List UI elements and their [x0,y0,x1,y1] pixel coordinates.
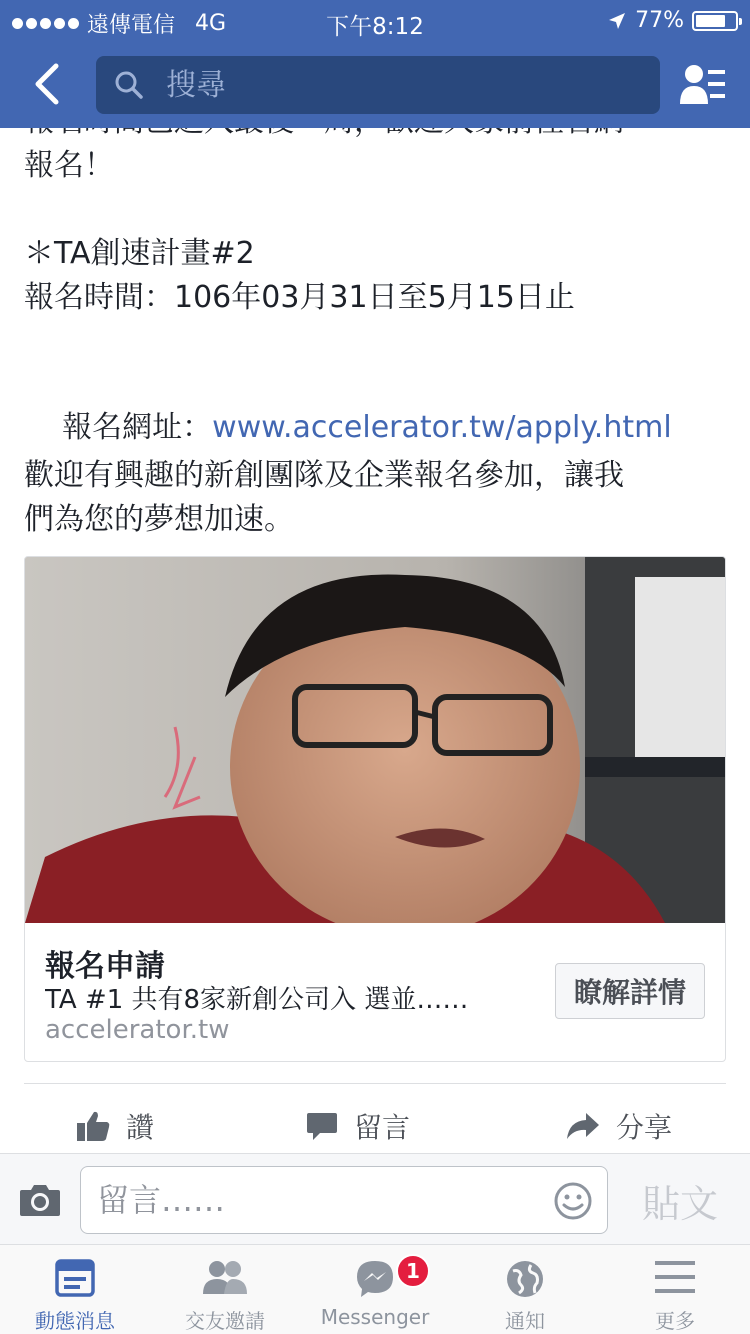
comment-label: 留言 [354,1111,411,1144]
comment-button[interactable] [306,1098,410,1154]
post-comment-button[interactable]: 貼文 [628,1170,732,1230]
tab-messenger[interactable] [300,1245,450,1334]
link-preview-card[interactable] [24,556,726,1062]
back-chevron-icon[interactable] [28,62,68,106]
link-domain: accelerator.tw [45,1015,230,1045]
comment-bubble-icon [306,1110,338,1142]
link-description: TA #1 共有8家新創公司入 選並…… [45,985,469,1015]
comment-composer [0,1153,750,1245]
post-actions [0,1098,750,1154]
battery-icon [692,11,738,31]
status-time: 下午8:12 [326,14,424,40]
tab-label: 通知 [505,1309,545,1333]
search-icon [114,70,144,100]
learn-more-button[interactable]: 瞭解詳情 [555,963,705,1019]
friend-requests-icon [202,1259,248,1295]
apply-url-link[interactable]: www.accelerator.tw/apply.html [212,410,672,445]
link-preview-image[interactable] [25,557,726,923]
url-label: 報名網址： [62,410,213,445]
post-text-line: 報名！ [24,148,114,183]
link-title: 報名申請 [45,949,165,984]
search-input[interactable] [166,64,646,106]
like-button[interactable] [76,1098,154,1154]
tab-friend-requests[interactable] [150,1245,300,1334]
like-label: 讚 [126,1111,155,1144]
post-text-line: 報名時間：106年03月31日至5月15日止 [24,280,575,315]
friends-list-icon[interactable] [678,62,728,106]
bottom-tab-bar [0,1245,750,1334]
post-text-line: 歡迎有興趣的新創團隊及企業報名參加，讓我 [24,458,624,493]
tab-label: 動態消息 [35,1309,115,1333]
emoji-smile-icon[interactable] [553,1181,593,1221]
messenger-icon [355,1259,395,1299]
thumbs-up-icon [76,1109,110,1143]
news-feed-icon [55,1259,95,1297]
post-text-line: 們為您的夢想加速。 [24,502,294,537]
link-preview-body [25,923,726,1062]
location-arrow-icon [607,11,627,31]
share-button[interactable] [566,1098,672,1154]
tab-notifications[interactable] [450,1245,600,1334]
share-label: 分享 [616,1111,673,1144]
notifications-globe-icon [505,1259,545,1299]
tab-label: Messenger [320,1305,430,1329]
status-bar [0,0,750,40]
tab-more[interactable] [600,1245,750,1334]
messenger-badge: 1 [396,1254,430,1288]
search-bar[interactable] [96,56,660,114]
tab-news-feed[interactable] [0,1245,150,1334]
post-text-line: ＊TA創速計畫#2 [24,236,255,271]
top-header [0,0,750,128]
camera-icon[interactable] [18,1182,62,1218]
menu-icon [655,1259,695,1295]
carrier-name: 遠傳電信 [87,13,176,38]
comment-input[interactable] [97,1177,537,1223]
person-photo [25,557,726,923]
divider [24,1083,726,1084]
tab-label: 交友邀請 [185,1309,265,1333]
status-right [607,8,738,33]
network-type: 4G [195,11,227,36]
tab-label: 更多 [655,1309,695,1333]
comment-input-box[interactable] [80,1166,608,1234]
battery-percent: 77% [635,8,684,33]
battery-fill [696,15,725,27]
share-arrow-icon [566,1111,600,1141]
